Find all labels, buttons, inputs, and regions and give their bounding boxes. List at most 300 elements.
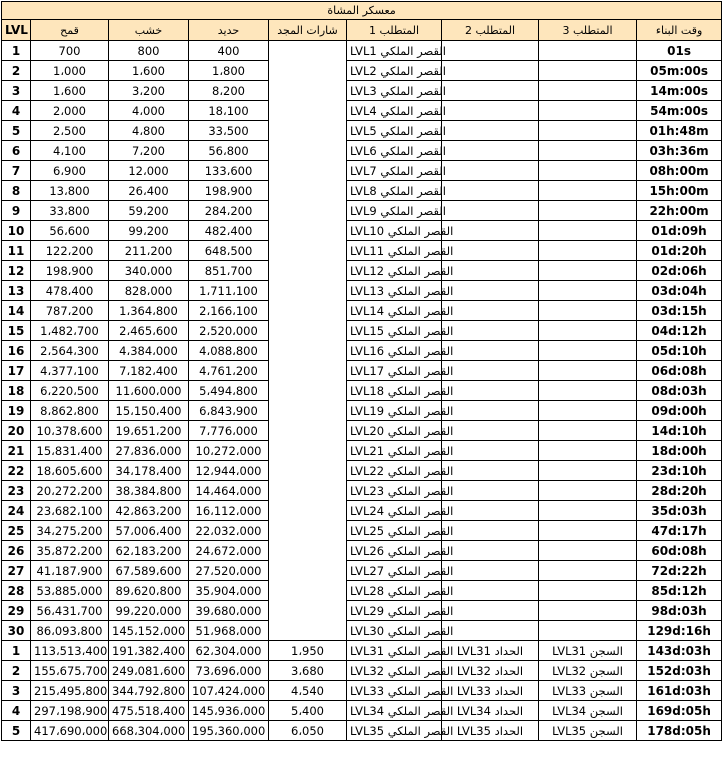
cell-wood: 59،200 xyxy=(109,201,189,221)
cell-build-time: 72d:22h xyxy=(637,561,722,581)
cell-req2 xyxy=(442,301,539,321)
cell-glory xyxy=(269,541,347,561)
cell-wheat: 86،093،800 xyxy=(31,621,109,641)
cell-req3 xyxy=(539,261,637,281)
cell-glory xyxy=(269,181,347,201)
cell-lvl: 29 xyxy=(2,601,31,621)
cell-glory xyxy=(269,401,347,421)
cell-req2 xyxy=(442,281,539,301)
cell-glory: 5،400 xyxy=(269,701,347,721)
table-row xyxy=(2,721,722,741)
cell-wood: 19،651،200 xyxy=(109,421,189,441)
cell-build-time: 15h:00m xyxy=(637,181,722,201)
cell-req2: LVL34 الحداد xyxy=(442,701,539,721)
cell-req2 xyxy=(442,501,539,521)
table-row xyxy=(2,261,722,281)
cell-req1: LVL5 القصر الملكي xyxy=(347,121,442,141)
cell-req2 xyxy=(442,461,539,481)
cell-build-time: 178d:05h xyxy=(637,721,722,741)
cell-req3 xyxy=(539,61,637,81)
cell-glory xyxy=(269,601,347,621)
cell-glory xyxy=(269,321,347,341)
cell-iron: 2،166،100 xyxy=(189,301,269,321)
cell-build-time: 01d:20h xyxy=(637,241,722,261)
cell-lvl: 6 xyxy=(2,141,31,161)
cell-req1: LVL8 القصر الملكي xyxy=(347,181,442,201)
cell-req2 xyxy=(442,421,539,441)
cell-wood: 7،182،400 xyxy=(109,361,189,381)
cell-build-time: 14m:00s xyxy=(637,81,722,101)
cell-req3 xyxy=(539,481,637,501)
cell-req3 xyxy=(539,561,637,581)
cell-wood: 2،465،600 xyxy=(109,321,189,341)
cell-wood: 15،150،400 xyxy=(109,401,189,421)
header-req3: المتطلب 3 xyxy=(539,20,637,41)
cell-req2 xyxy=(442,581,539,601)
cell-lvl: 14 xyxy=(2,301,31,321)
cell-wood: 828،000 xyxy=(109,281,189,301)
cell-req2 xyxy=(442,241,539,261)
cell-lvl: 5 xyxy=(2,721,31,741)
cell-req1: LVL30 القصر الملكي xyxy=(347,621,442,641)
cell-req3 xyxy=(539,141,637,161)
cell-wheat: 41،187،900 xyxy=(31,561,109,581)
header-glory: شارات المجد xyxy=(269,20,347,41)
cell-req2 xyxy=(442,201,539,221)
cell-req3 xyxy=(539,501,637,521)
cell-wheat: 53،885،000 xyxy=(31,581,109,601)
cell-req1: LVL28 القصر الملكي xyxy=(347,581,442,601)
cell-build-time: 22h:00m xyxy=(637,201,722,221)
cell-req1: LVL4 القصر الملكي xyxy=(347,101,442,121)
cell-wood: 211،200 xyxy=(109,241,189,261)
cell-req1: LVL25 القصر الملكي xyxy=(347,521,442,541)
cell-wood: 249،081،600 xyxy=(109,661,189,681)
cell-req3: LVL35 السجن xyxy=(539,721,637,741)
cell-wood: 4،000 xyxy=(109,101,189,121)
cell-wood: 12،000 xyxy=(109,161,189,181)
cell-req2: LVL32 الحداد xyxy=(442,661,539,681)
cell-glory: 4،540 xyxy=(269,681,347,701)
cell-req2 xyxy=(442,321,539,341)
cell-iron: 56،800 xyxy=(189,141,269,161)
cell-req2 xyxy=(442,221,539,241)
cell-glory xyxy=(269,201,347,221)
cell-iron: 4،761،200 xyxy=(189,361,269,381)
cell-build-time: 05m:00s xyxy=(637,61,722,81)
cell-iron: 648،500 xyxy=(189,241,269,261)
table-title: معسكر المشاة xyxy=(2,2,722,20)
cell-wood: 344،792،800 xyxy=(109,681,189,701)
table-row xyxy=(2,421,722,441)
cell-iron: 1،800 xyxy=(189,61,269,81)
cell-lvl: 20 xyxy=(2,421,31,441)
cell-wheat: 35،872،200 xyxy=(31,541,109,561)
table-row xyxy=(2,561,722,581)
cell-lvl: 11 xyxy=(2,241,31,261)
header-lvl: LVL xyxy=(2,20,31,41)
cell-glory xyxy=(269,161,347,181)
cell-wheat: 33،800 xyxy=(31,201,109,221)
cell-req1: LVL16 القصر الملكي xyxy=(347,341,442,361)
cell-iron: 73،696،000 xyxy=(189,661,269,681)
cell-build-time: 09d:00h xyxy=(637,401,722,421)
cell-build-time: 05d:10h xyxy=(637,341,722,361)
cell-glory xyxy=(269,461,347,481)
cell-glory: 3،680 xyxy=(269,661,347,681)
cell-req3 xyxy=(539,541,637,561)
cell-wheat: 155،675،700 xyxy=(31,661,109,681)
cell-wheat: 4،100 xyxy=(31,141,109,161)
cell-wood: 62،183،200 xyxy=(109,541,189,561)
cell-req1: LVL26 القصر الملكي xyxy=(347,541,442,561)
cell-req1: LVL34 القصر الملكي xyxy=(347,701,442,721)
cell-build-time: 14d:10h xyxy=(637,421,722,441)
cell-wheat: 122،200 xyxy=(31,241,109,261)
cell-req1: LVL17 القصر الملكي xyxy=(347,361,442,381)
cell-glory xyxy=(269,341,347,361)
cell-glory xyxy=(269,221,347,241)
cell-glory xyxy=(269,281,347,301)
cell-req3 xyxy=(539,201,637,221)
cell-glory xyxy=(269,421,347,441)
cell-req1: LVL14 القصر الملكي xyxy=(347,301,442,321)
cell-lvl: 26 xyxy=(2,541,31,561)
cell-req1: LVL11 القصر الملكي xyxy=(347,241,442,261)
cell-glory xyxy=(269,301,347,321)
cell-req2 xyxy=(442,441,539,461)
table-row xyxy=(2,61,722,81)
cell-glory xyxy=(269,241,347,261)
cell-req2 xyxy=(442,41,539,61)
table-row xyxy=(2,701,722,721)
cell-wood: 340،000 xyxy=(109,261,189,281)
cell-wheat: 18،605،600 xyxy=(31,461,109,481)
cell-glory xyxy=(269,41,347,61)
table-row xyxy=(2,641,722,661)
cell-req2 xyxy=(442,181,539,201)
cell-iron: 198،900 xyxy=(189,181,269,201)
cell-wheat: 215،495،800 xyxy=(31,681,109,701)
cell-build-time: 152d:03h xyxy=(637,661,722,681)
cell-wheat: 6،900 xyxy=(31,161,109,181)
cell-lvl: 25 xyxy=(2,521,31,541)
cell-req1: LVL29 القصر الملكي xyxy=(347,601,442,621)
cell-iron: 133،600 xyxy=(189,161,269,181)
cell-req3 xyxy=(539,101,637,121)
cell-iron: 18،100 xyxy=(189,101,269,121)
cell-iron: 5،494،800 xyxy=(189,381,269,401)
cell-lvl: 2 xyxy=(2,661,31,681)
cell-wood: 89،620،800 xyxy=(109,581,189,601)
cell-wheat: 1،482،700 xyxy=(31,321,109,341)
table-row xyxy=(2,301,722,321)
cell-glory: 6،050 xyxy=(269,721,347,741)
cell-req1: LVL3 القصر الملكي xyxy=(347,81,442,101)
cell-glory xyxy=(269,121,347,141)
cell-build-time: 06d:08h xyxy=(637,361,722,381)
cell-req2 xyxy=(442,341,539,361)
cell-req2 xyxy=(442,521,539,541)
cell-lvl: 30 xyxy=(2,621,31,641)
cell-wheat: 2،564،300 xyxy=(31,341,109,361)
cell-wheat: 20،272،200 xyxy=(31,481,109,501)
table-row xyxy=(2,661,722,681)
cell-req3 xyxy=(539,361,637,381)
cell-wood: 11،600،000 xyxy=(109,381,189,401)
table-row xyxy=(2,481,722,501)
cell-wood: 4،384،000 xyxy=(109,341,189,361)
cell-build-time: 161d:03h xyxy=(637,681,722,701)
cell-iron: 145،936،000 xyxy=(189,701,269,721)
cell-glory xyxy=(269,521,347,541)
cell-req1: LVL7 القصر الملكي xyxy=(347,161,442,181)
cell-req2: LVL33 الحداد xyxy=(442,681,539,701)
cell-lvl: 19 xyxy=(2,401,31,421)
cell-build-time: 35d:03h xyxy=(637,501,722,521)
cell-req1: LVL6 القصر الملكي xyxy=(347,141,442,161)
cell-req3 xyxy=(539,321,637,341)
cell-lvl: 12 xyxy=(2,261,31,281)
cell-req3 xyxy=(539,221,637,241)
cell-lvl: 4 xyxy=(2,101,31,121)
table-row xyxy=(2,81,722,101)
cell-build-time: 08h:00m xyxy=(637,161,722,181)
cell-iron: 12،944،000 xyxy=(189,461,269,481)
cell-build-time: 01s xyxy=(637,41,722,61)
cell-wood: 145،152،000 xyxy=(109,621,189,641)
cell-req1: LVL1 القصر الملكي xyxy=(347,41,442,61)
cell-build-time: 02d:06h xyxy=(637,261,722,281)
cell-req2 xyxy=(442,101,539,121)
cell-wheat: 1،000 xyxy=(31,61,109,81)
cell-req2 xyxy=(442,381,539,401)
cell-iron: 16،112،000 xyxy=(189,501,269,521)
cell-glory xyxy=(269,141,347,161)
cell-build-time: 60d:08h xyxy=(637,541,722,561)
cell-req3 xyxy=(539,81,637,101)
cell-iron: 1،711،100 xyxy=(189,281,269,301)
cell-lvl: 27 xyxy=(2,561,31,581)
table-body xyxy=(2,41,722,741)
cell-req1: LVL9 القصر الملكي xyxy=(347,201,442,221)
table-row xyxy=(2,221,722,241)
cell-lvl: 3 xyxy=(2,81,31,101)
cell-glory xyxy=(269,101,347,121)
cell-wheat: 198،900 xyxy=(31,261,109,281)
cell-wheat: 787،200 xyxy=(31,301,109,321)
header-wood: خشب xyxy=(109,20,189,41)
cell-wheat: 56،431،700 xyxy=(31,601,109,621)
cell-iron: 4،088،800 xyxy=(189,341,269,361)
cell-req2 xyxy=(442,541,539,561)
table-row xyxy=(2,341,722,361)
cell-wheat: 10،378،600 xyxy=(31,421,109,441)
cell-req3 xyxy=(539,621,637,641)
cell-req3 xyxy=(539,381,637,401)
cell-wheat: 478،400 xyxy=(31,281,109,301)
cell-req1: LVL27 القصر الملكي xyxy=(347,561,442,581)
cell-req3 xyxy=(539,41,637,61)
upgrade-table xyxy=(1,1,722,741)
cell-req1: LVL13 القصر الملكي xyxy=(347,281,442,301)
cell-build-time: 143d:03h xyxy=(637,641,722,661)
cell-wood: 67،589،600 xyxy=(109,561,189,581)
header-wheat: قمح xyxy=(31,20,109,41)
cell-iron: 195،360،000 xyxy=(189,721,269,741)
cell-wheat: 6،220،500 xyxy=(31,381,109,401)
cell-req1: LVL35 القصر الملكي xyxy=(347,721,442,741)
cell-wheat: 23،682،100 xyxy=(31,501,109,521)
table-row xyxy=(2,601,722,621)
cell-req1: LVL24 القصر الملكي xyxy=(347,501,442,521)
table-row xyxy=(2,121,722,141)
cell-iron: 10،272،000 xyxy=(189,441,269,461)
cell-glory xyxy=(269,621,347,641)
cell-wheat: 8،862،800 xyxy=(31,401,109,421)
table-row xyxy=(2,41,722,61)
cell-req3 xyxy=(539,441,637,461)
table-row xyxy=(2,361,722,381)
cell-wood: 191،382،400 xyxy=(109,641,189,661)
cell-iron: 482،400 xyxy=(189,221,269,241)
cell-req1: LVL10 القصر الملكي xyxy=(347,221,442,241)
cell-iron: 22،032،000 xyxy=(189,521,269,541)
cell-build-time: 47d:17h xyxy=(637,521,722,541)
cell-build-time: 129d:16h xyxy=(637,621,722,641)
table-row xyxy=(2,381,722,401)
cell-build-time: 01h:48m xyxy=(637,121,722,141)
cell-req1: LVL20 القصر الملكي xyxy=(347,421,442,441)
cell-req1: LVL2 القصر الملكي xyxy=(347,61,442,81)
cell-req2: LVL31 الحداد xyxy=(442,641,539,661)
cell-lvl: 5 xyxy=(2,121,31,141)
cell-wood: 34،178،400 xyxy=(109,461,189,481)
cell-lvl: 7 xyxy=(2,161,31,181)
cell-req2 xyxy=(442,261,539,281)
cell-req1: LVL19 القصر الملكي xyxy=(347,401,442,421)
cell-wheat: 417،690،000 xyxy=(31,721,109,741)
cell-build-time: 23d:10h xyxy=(637,461,722,481)
cell-req3 xyxy=(539,301,637,321)
cell-wheat: 13،800 xyxy=(31,181,109,201)
cell-iron: 27،520،000 xyxy=(189,561,269,581)
cell-iron: 284،200 xyxy=(189,201,269,221)
cell-build-time: 98d:03h xyxy=(637,601,722,621)
cell-req3: LVL32 السجن xyxy=(539,661,637,681)
cell-lvl: 4 xyxy=(2,701,31,721)
cell-lvl: 23 xyxy=(2,481,31,501)
cell-wood: 26،400 xyxy=(109,181,189,201)
cell-glory xyxy=(269,561,347,581)
cell-wood: 7،200 xyxy=(109,141,189,161)
cell-iron: 107،424،000 xyxy=(189,681,269,701)
cell-req3 xyxy=(539,241,637,261)
cell-req2 xyxy=(442,601,539,621)
cell-build-time: 169d:05h xyxy=(637,701,722,721)
cell-lvl: 1 xyxy=(2,41,31,61)
cell-iron: 400 xyxy=(189,41,269,61)
cell-lvl: 13 xyxy=(2,281,31,301)
cell-build-time: 03d:04h xyxy=(637,281,722,301)
table-row xyxy=(2,161,722,181)
cell-req3 xyxy=(539,601,637,621)
cell-build-time: 28d:20h xyxy=(637,481,722,501)
cell-lvl: 10 xyxy=(2,221,31,241)
table-row xyxy=(2,201,722,221)
cell-lvl: 24 xyxy=(2,501,31,521)
cell-wheat: 700 xyxy=(31,41,109,61)
cell-wood: 38،384،800 xyxy=(109,481,189,501)
table-row xyxy=(2,541,722,561)
cell-lvl: 22 xyxy=(2,461,31,481)
cell-lvl: 18 xyxy=(2,381,31,401)
cell-iron: 51،968،000 xyxy=(189,621,269,641)
cell-wood: 1،600 xyxy=(109,61,189,81)
table-row xyxy=(2,321,722,341)
cell-req3 xyxy=(539,461,637,481)
cell-wood: 27،836،000 xyxy=(109,441,189,461)
cell-req3 xyxy=(539,401,637,421)
cell-iron: 14،464،000 xyxy=(189,481,269,501)
cell-req1: LVL15 القصر الملكي xyxy=(347,321,442,341)
cell-req2 xyxy=(442,561,539,581)
header-row xyxy=(2,20,722,41)
header-req2: المتطلب 2 xyxy=(442,20,539,41)
cell-lvl: 8 xyxy=(2,181,31,201)
cell-iron: 2،520،000 xyxy=(189,321,269,341)
cell-req2 xyxy=(442,161,539,181)
table-row xyxy=(2,581,722,601)
cell-lvl: 3 xyxy=(2,681,31,701)
upgrade-table-sheet xyxy=(1,1,721,741)
cell-iron: 62،304،000 xyxy=(189,641,269,661)
cell-wheat: 297،198،900 xyxy=(31,701,109,721)
cell-build-time: 04d:12h xyxy=(637,321,722,341)
cell-wood: 4،800 xyxy=(109,121,189,141)
table-row xyxy=(2,141,722,161)
cell-build-time: 03d:15h xyxy=(637,301,722,321)
cell-req2 xyxy=(442,121,539,141)
cell-lvl: 21 xyxy=(2,441,31,461)
cell-lvl: 17 xyxy=(2,361,31,381)
cell-req2 xyxy=(442,141,539,161)
table-row xyxy=(2,281,722,301)
cell-req3 xyxy=(539,121,637,141)
cell-build-time: 08d:03h xyxy=(637,381,722,401)
cell-wood: 800 xyxy=(109,41,189,61)
cell-iron: 33،500 xyxy=(189,121,269,141)
cell-wheat: 1،600 xyxy=(31,81,109,101)
cell-req3 xyxy=(539,341,637,361)
header-build-time: وقت البناء xyxy=(637,20,722,41)
cell-lvl: 1 xyxy=(2,641,31,661)
cell-wheat: 2،000 xyxy=(31,101,109,121)
cell-lvl: 16 xyxy=(2,341,31,361)
table-row xyxy=(2,521,722,541)
table-row xyxy=(2,681,722,701)
cell-build-time: 18d:00h xyxy=(637,441,722,461)
cell-wood: 42،863،200 xyxy=(109,501,189,521)
cell-req3 xyxy=(539,421,637,441)
cell-wood: 99،200 xyxy=(109,221,189,241)
cell-build-time: 03h:36m xyxy=(637,141,722,161)
cell-req2: LVL35 الحداد xyxy=(442,721,539,741)
table-row xyxy=(2,241,722,261)
cell-req1: LVL32 القصر الملكي xyxy=(347,661,442,681)
cell-wheat: 4،377،100 xyxy=(31,361,109,381)
cell-iron: 6،843،900 xyxy=(189,401,269,421)
